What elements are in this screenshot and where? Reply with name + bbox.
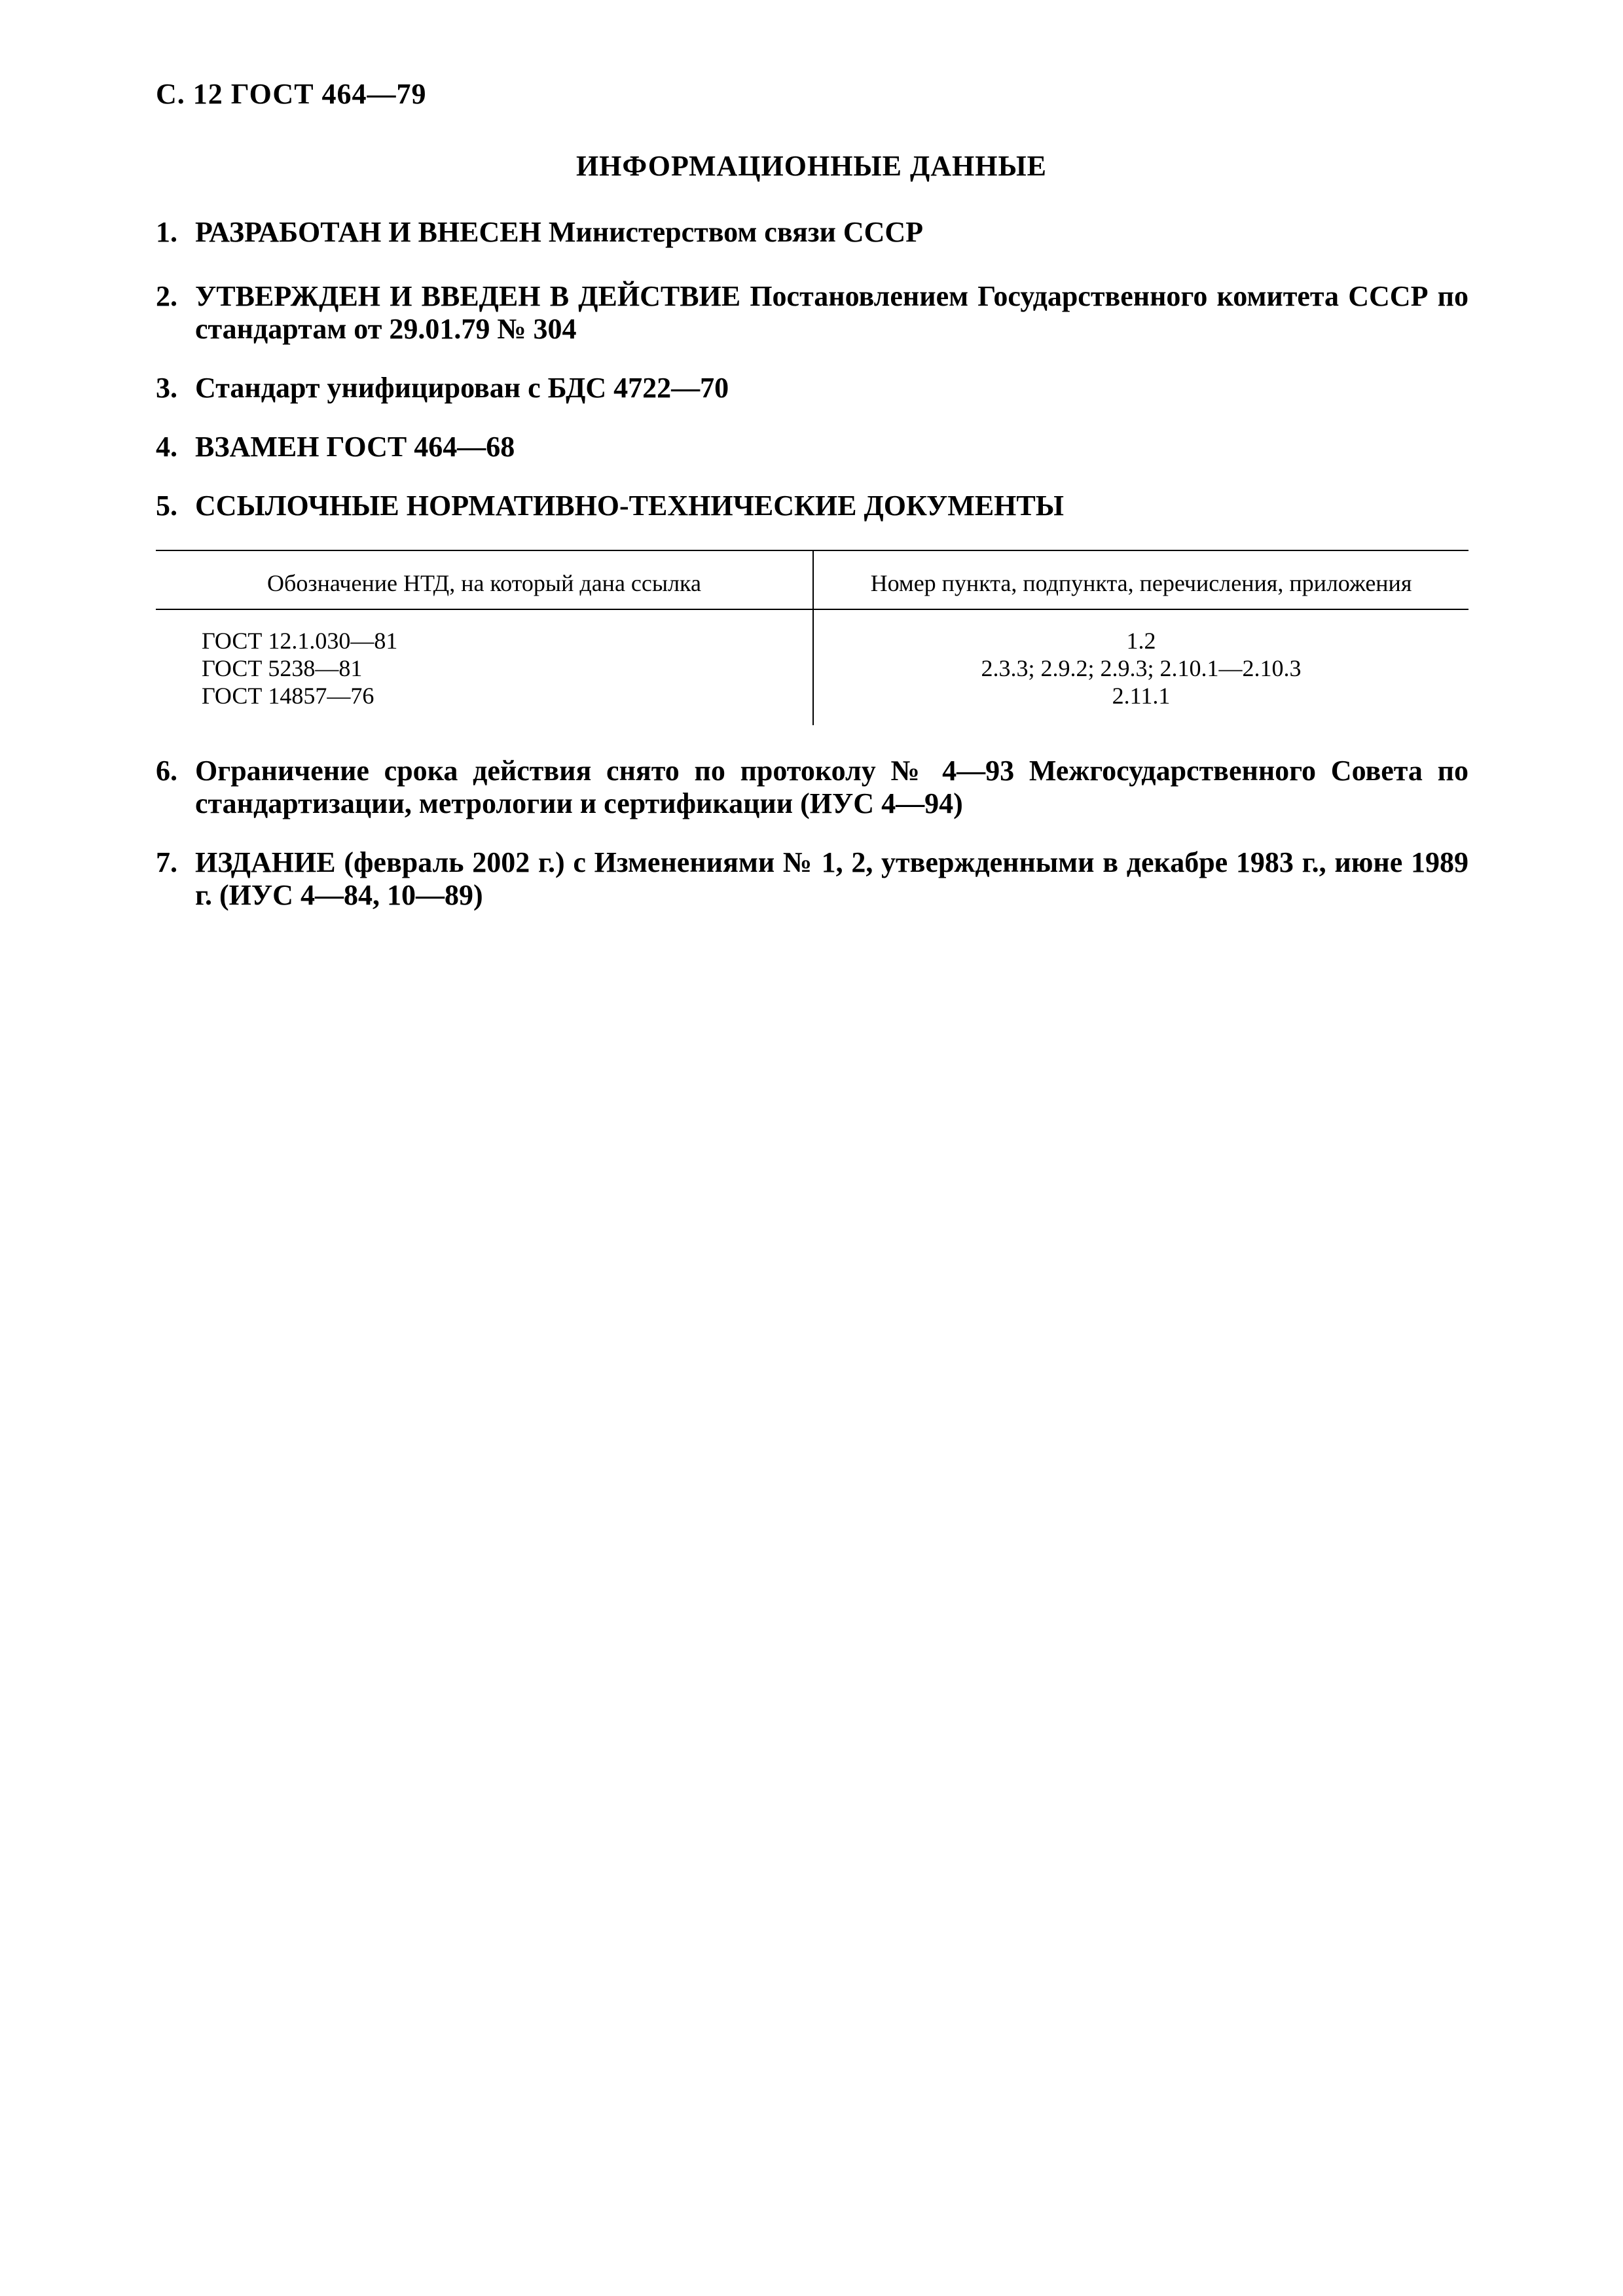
table-cell-ref: 2.3.3; 2.9.2; 2.9.3; 2.10.1—2.10.3 [981,655,1302,681]
info-item-1 [156,216,1468,249]
table-cell-doc: ГОСТ 5238—81 [202,655,363,681]
item-text: РАЗРАБОТАН И ВНЕСЕН Министерством связи СССР [195,216,924,248]
table-cell-ref: 2.11.1 [1112,683,1171,709]
table-cell-doc: ГОСТ 12.1.030—81 [202,628,398,654]
info-item-5 [156,490,1468,522]
table-header-ref: Номер пункта, подпункта, перечисления, приложения [870,570,1412,596]
item-text: Ограничение срока действия снято по протоколу № 4—93 Межгосударственного Совета по стандартизации, метрологии и сертификации (ИУС 4—94) [195,755,1468,819]
item-text: ССЫЛОЧНЫЕ НОРМАТИВНО-ТЕХНИЧЕСКИЕ ДОКУМЕНТЫ [195,490,1064,522]
table-column-docs [202,627,397,709]
page-header: С. 12 ГОСТ 464—79 [156,78,427,110]
table-cell-doc: ГОСТ 14857—76 [202,683,374,709]
item-number: 1. [156,216,177,248]
item-number: 2. [156,280,177,312]
section-title: ИНФОРМАЦИОННЫЕ ДАННЫЕ [575,150,1048,182]
item-number: 7. [156,846,177,878]
item-number: 3. [156,372,177,404]
info-item-2 [156,280,1468,346]
item-text: ИЗДАНИЕ (февраль 2002 г.) с Изменениями № 1, 2, утвержденными в декабре 1983 г., июне 1989 г. (ИУС 4—84, 10—89) [195,846,1468,911]
info-item-6 [156,755,1468,820]
info-item-7 [156,846,1468,912]
table-column-refs [814,627,1468,709]
item-number: 6. [156,755,177,787]
item-text: УТВЕРЖДЕН И ВВЕДЕН В ДЕЙСТВИЕ Постановлением Государственного комитета СССР по стандартам от 29.01.79 № 304 [195,280,1468,345]
item-text: Стандарт унифицирован с БДС 4722—70 [195,372,729,404]
item-number: 4. [156,431,177,463]
item-text: ВЗАМЕН ГОСТ 464—68 [195,431,515,463]
info-item-4 [156,431,1468,463]
table-cell-ref: 1.2 [1126,628,1156,654]
info-item-3 [156,372,1468,404]
item-number: 5. [156,490,177,522]
table-header-doc: Обозначение НТД, на который дана ссылка [267,570,701,596]
